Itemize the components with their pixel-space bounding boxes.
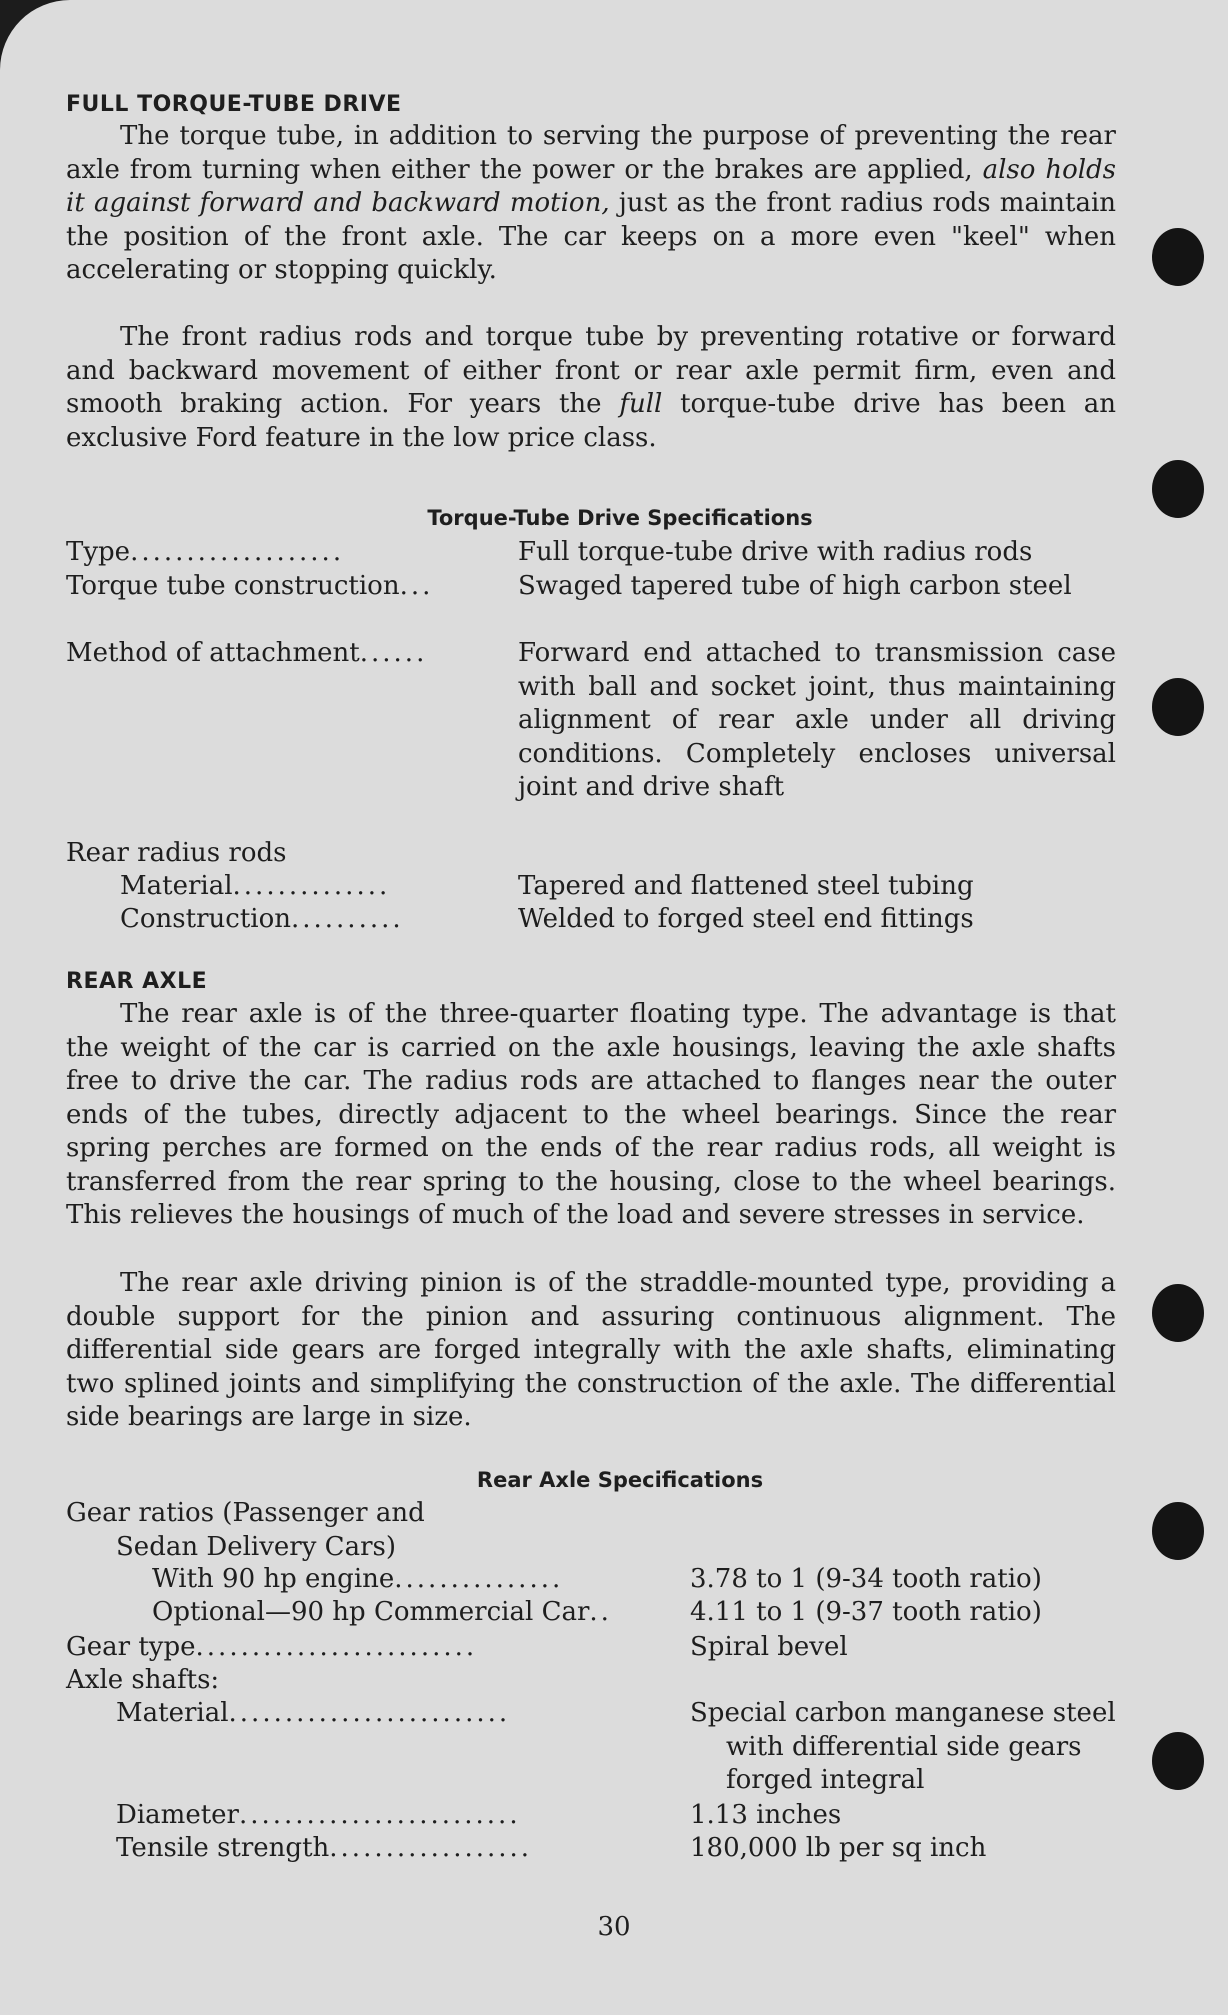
- spec-value-material: Special carbon manganese steel with differential side gears forged integral: [690, 1698, 1116, 1795]
- spec-value-ratio-90hp: 3.78 to 1 (9-34 tooth ratio): [690, 1564, 1042, 1594]
- spec-value-construction: Swaged tapered tube of high carbon steel: [518, 571, 1072, 601]
- spec-row-radius-construction: Construction..........: [120, 904, 404, 934]
- spec-value-attachment: Forward end attached to transmission case with ball and socket joint, thus maintaining alignment of rear axle under all driving conditions. Completely encloses universal joint and drive shaft: [518, 638, 1116, 802]
- spec-row-material: Material.........................: [116, 1698, 511, 1728]
- spec-row-gear-type: Gear type.........................: [66, 1632, 478, 1662]
- rear-axle-paragraph-2: The rear axle driving pinion is of the straddle-mounted type, providing a double support for the pinion and assuring continuous alignment. The differential side gears are forged integrally with the axle shafts, eliminating two splined joints and simplifying the construction of the axle. The differential side bearings are large in size.: [66, 1268, 1116, 1432]
- section-heading-rear-axle: REAR AXLE: [66, 969, 208, 994]
- spec-value-diameter: 1.13 inches: [690, 1800, 842, 1830]
- binder-hole: [1152, 228, 1204, 286]
- spec-value-type: Full torque-tube drive with radius rods: [518, 537, 1033, 567]
- spec-row-gear-ratios-cont: Sedan Delivery Cars): [116, 1532, 396, 1562]
- spec-row-tensile: Tensile strength..................: [116, 1833, 533, 1863]
- spec-row-type: Type...................: [66, 537, 345, 567]
- torque-paragraph-2: The front radius rods and torque tube by preventing rotative or forward and backward movement of either front or rear axle permit firm, even and smooth braking action. For years the full torque-tube drive has been an exclusive Ford feature in the low price class.: [66, 322, 1116, 453]
- binder-hole: [1152, 678, 1204, 736]
- binder-hole: [1152, 1284, 1204, 1342]
- spec-row-ratio-optional: Optional—90 hp Commercial Car..: [152, 1597, 612, 1627]
- spec-row-diameter: Diameter.........................: [116, 1800, 521, 1830]
- torque-specs-heading: Torque-Tube Drive Specifications: [427, 506, 813, 530]
- binder-hole: [1152, 460, 1204, 518]
- axle-specs-heading: Rear Axle Specifications: [476, 1468, 764, 1492]
- spec-value-radius-construction: Welded to forged steel end fittings: [518, 904, 974, 934]
- spec-row-axle-shafts: Axle shafts:: [66, 1665, 220, 1695]
- spec-row-attachment: Method of attachment......: [66, 638, 428, 668]
- binder-hole: [1152, 1502, 1204, 1560]
- spec-row-ratio-90hp: With 90 hp engine...............: [152, 1564, 564, 1594]
- section-heading-torque-tube: FULL TORQUE-TUBE DRIVE: [66, 92, 402, 117]
- binder-hole: [1152, 1732, 1204, 1790]
- rear-axle-paragraph-1: The rear axle is of the three-quarter floating type. The advantage is that the weight of the car is carried on the axle housings, leaving the axle shafts free to drive the car. The radius rods are attached to flanges near the outer ends of the tubes, directly adjacent to the wheel bearings. Since the rear spring perches are formed on the ends of the rear radius rods, all weight is transferred from the rear spring to the housing, close to the wheel bearings. This relieves the housings of much of the load and severe stresses in service.: [66, 999, 1116, 1230]
- spec-value-tensile: 180,000 lb per sq inch: [690, 1833, 987, 1863]
- spec-row-construction: Torque tube construction...: [66, 571, 434, 601]
- spec-value-ratio-optional: 4.11 to 1 (9-37 tooth ratio): [690, 1597, 1042, 1627]
- page-number: 30: [597, 1912, 631, 1942]
- spec-value-radius-material: Tapered and flattened steel tubing: [518, 871, 974, 901]
- spec-value-gear-type: Spiral bevel: [690, 1632, 848, 1662]
- spec-row-radius-material: Material..............: [120, 871, 391, 901]
- spec-row-radius-rods: Rear radius rods: [66, 838, 287, 868]
- spec-row-gear-ratios: Gear ratios (Passenger and: [66, 1498, 425, 1528]
- torque-paragraph-1: The torque tube, in addition to serving the purpose of preventing the rear axle from turning when either the power or the brakes are applied, also holds it against forward and backward motion, just as the front radius rods maintain the position of the front axle. The car keeps on a more even "keel" when accelerating or stopping quickly.: [66, 121, 1117, 285]
